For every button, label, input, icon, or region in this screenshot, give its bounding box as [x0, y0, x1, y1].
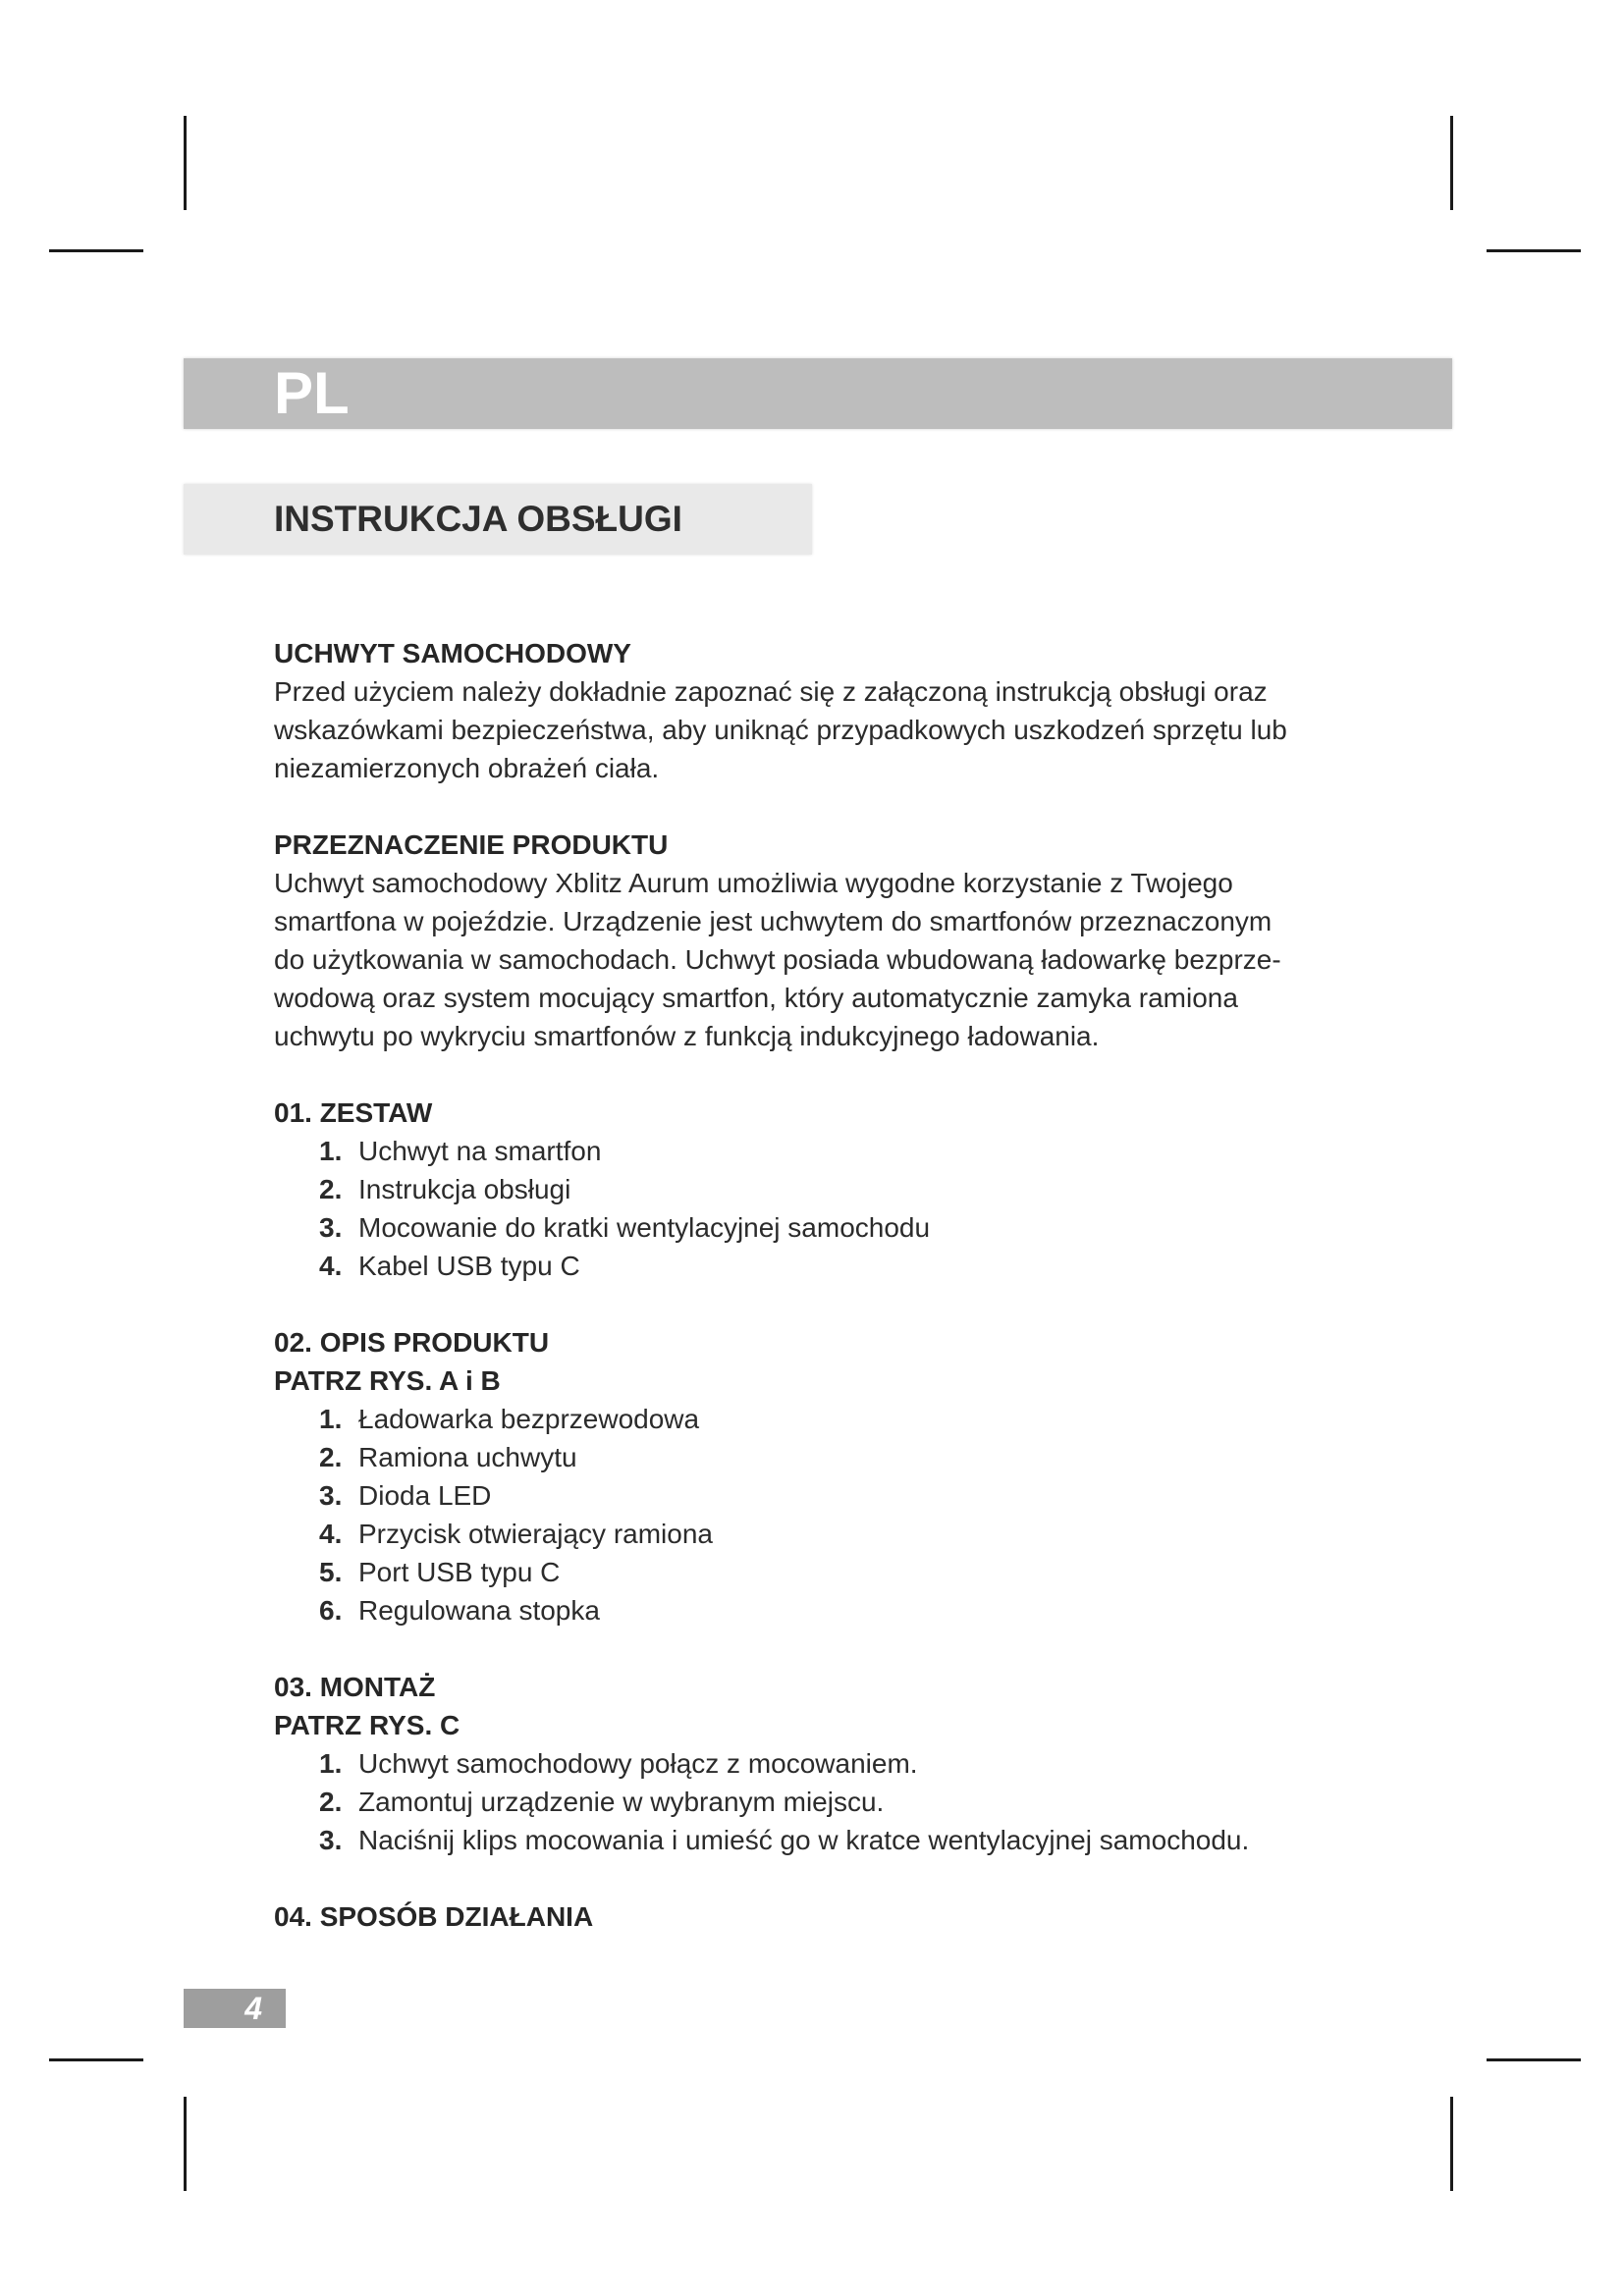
list-number: 5.	[319, 1557, 343, 1587]
list-text: Uchwyt samochodowy połącz z mocowaniem.	[358, 1748, 918, 1779]
list-text: Instrukcja obsługi	[358, 1174, 571, 1204]
section-heading: UCHWYT SAMOCHODOWY	[274, 638, 631, 668]
list-item	[319, 1476, 1374, 1515]
list-number: 2.	[319, 1174, 343, 1204]
list-text: Ładowarka bezprzewodowa	[358, 1404, 700, 1434]
list-text: Naciśnij klips mocowania i umieść go w kratce wentylacyjnej samochodu.	[358, 1825, 1250, 1855]
crop-mark-bottom-right-vertical	[1450, 2097, 1453, 2191]
list-item	[319, 1553, 1374, 1591]
list-item	[319, 1591, 1374, 1629]
paragraph-line: uchwytu po wykryciu smartfonów z funkcją indukcyjnego ładowania.	[274, 1021, 1100, 1051]
section-subheading: PATRZ RYS. C	[274, 1710, 460, 1740]
list-number: 2.	[319, 1787, 343, 1817]
list-item	[319, 1744, 1374, 1783]
list-text: Regulowana stopka	[358, 1595, 600, 1626]
section-heading: 04. SPOSÓB DZIAŁANIA	[274, 1901, 594, 1932]
list-number: 2.	[319, 1442, 343, 1472]
list-text: Zamontuj urządzenie w wybranym miejscu.	[358, 1787, 885, 1817]
section-mounting	[274, 1668, 1374, 1859]
list-number: 4.	[319, 1519, 343, 1549]
section-description	[274, 1323, 1374, 1629]
section-purpose	[274, 826, 1374, 1055]
crop-mark-top-left-vertical	[184, 116, 187, 210]
list-number: 4.	[319, 1251, 343, 1281]
crop-mark-top-right-vertical	[1450, 116, 1453, 210]
list-text: Dioda LED	[358, 1480, 492, 1511]
crop-mark-bottom-left-horizontal	[49, 2058, 143, 2061]
list-number: 1.	[319, 1404, 343, 1434]
mounting-list	[274, 1744, 1374, 1859]
list-item	[319, 1821, 1374, 1859]
crop-mark-top-left-horizontal	[49, 249, 143, 252]
document-title: INSTRUKCJA OBSŁUGI	[274, 499, 682, 539]
list-number: 6.	[319, 1595, 343, 1626]
list-text: Port USB typu C	[358, 1557, 561, 1587]
description-list	[274, 1400, 1374, 1629]
paragraph-line: do użytkowania w samochodach. Uchwyt posiada wbudowaną ładowarkę bezprze-	[274, 944, 1281, 975]
page-number: 4	[244, 1991, 262, 2026]
list-item	[319, 1783, 1374, 1821]
document-body	[274, 634, 1374, 1974]
language-bar	[184, 358, 1452, 429]
section-heading: PRZEZNACZENIE PRODUKTU	[274, 829, 669, 860]
list-text: Mocowanie do kratki wentylacyjnej samochodu	[358, 1212, 931, 1243]
paragraph-line: Uchwyt samochodowy Xblitz Aurum umożliwia wygodne korzystanie z Twojego	[274, 868, 1233, 898]
list-item	[319, 1247, 1374, 1285]
list-item	[319, 1515, 1374, 1553]
paragraph-line: wskazówkami bezpieczeństwa, aby uniknąć przypadkowych uszkodzeń sprzętu lub	[274, 715, 1287, 745]
section-subheading: PATRZ RYS. A i B	[274, 1365, 501, 1396]
crop-mark-bottom-right-horizontal	[1487, 2058, 1581, 2061]
section-operation	[274, 1897, 1374, 1936]
crop-mark-bottom-left-vertical	[184, 2097, 187, 2191]
section-heading: 02. OPIS PRODUKTU	[274, 1327, 550, 1358]
paragraph-line: smartfona w pojeździe. Urządzenie jest uchwytem do smartfonów przeznaczonym	[274, 906, 1272, 936]
list-text: Kabel USB typu C	[358, 1251, 580, 1281]
language-code: PL	[274, 360, 350, 426]
section-intro	[274, 634, 1374, 787]
paragraph-line: niezamierzonych obrażeń ciała.	[274, 753, 660, 783]
section-kit	[274, 1094, 1374, 1285]
list-item	[319, 1170, 1374, 1208]
list-text: Przycisk otwierający ramiona	[358, 1519, 713, 1549]
list-item	[319, 1438, 1374, 1476]
list-number: 3.	[319, 1212, 343, 1243]
list-item	[319, 1208, 1374, 1247]
kit-list	[274, 1132, 1374, 1285]
list-number: 3.	[319, 1480, 343, 1511]
list-number: 3.	[319, 1825, 343, 1855]
list-number: 1.	[319, 1748, 343, 1779]
list-number: 1.	[319, 1136, 343, 1166]
paragraph-line: Przed użyciem należy dokładnie zapoznać się z załączoną instrukcją obsługi oraz	[274, 676, 1268, 707]
section-heading: 03. MONTAŻ	[274, 1672, 436, 1702]
page-number-tab	[184, 1989, 286, 2028]
title-bar	[184, 484, 812, 555]
list-text: Ramiona uchwytu	[358, 1442, 577, 1472]
section-heading: 01. ZESTAW	[274, 1097, 433, 1128]
crop-mark-top-right-horizontal	[1487, 249, 1581, 252]
paragraph-line: wodową oraz system mocujący smartfon, który automatycznie zamyka ramiona	[274, 983, 1238, 1013]
list-item	[319, 1400, 1374, 1438]
list-text: Uchwyt na smartfon	[358, 1136, 602, 1166]
list-item	[319, 1132, 1374, 1170]
